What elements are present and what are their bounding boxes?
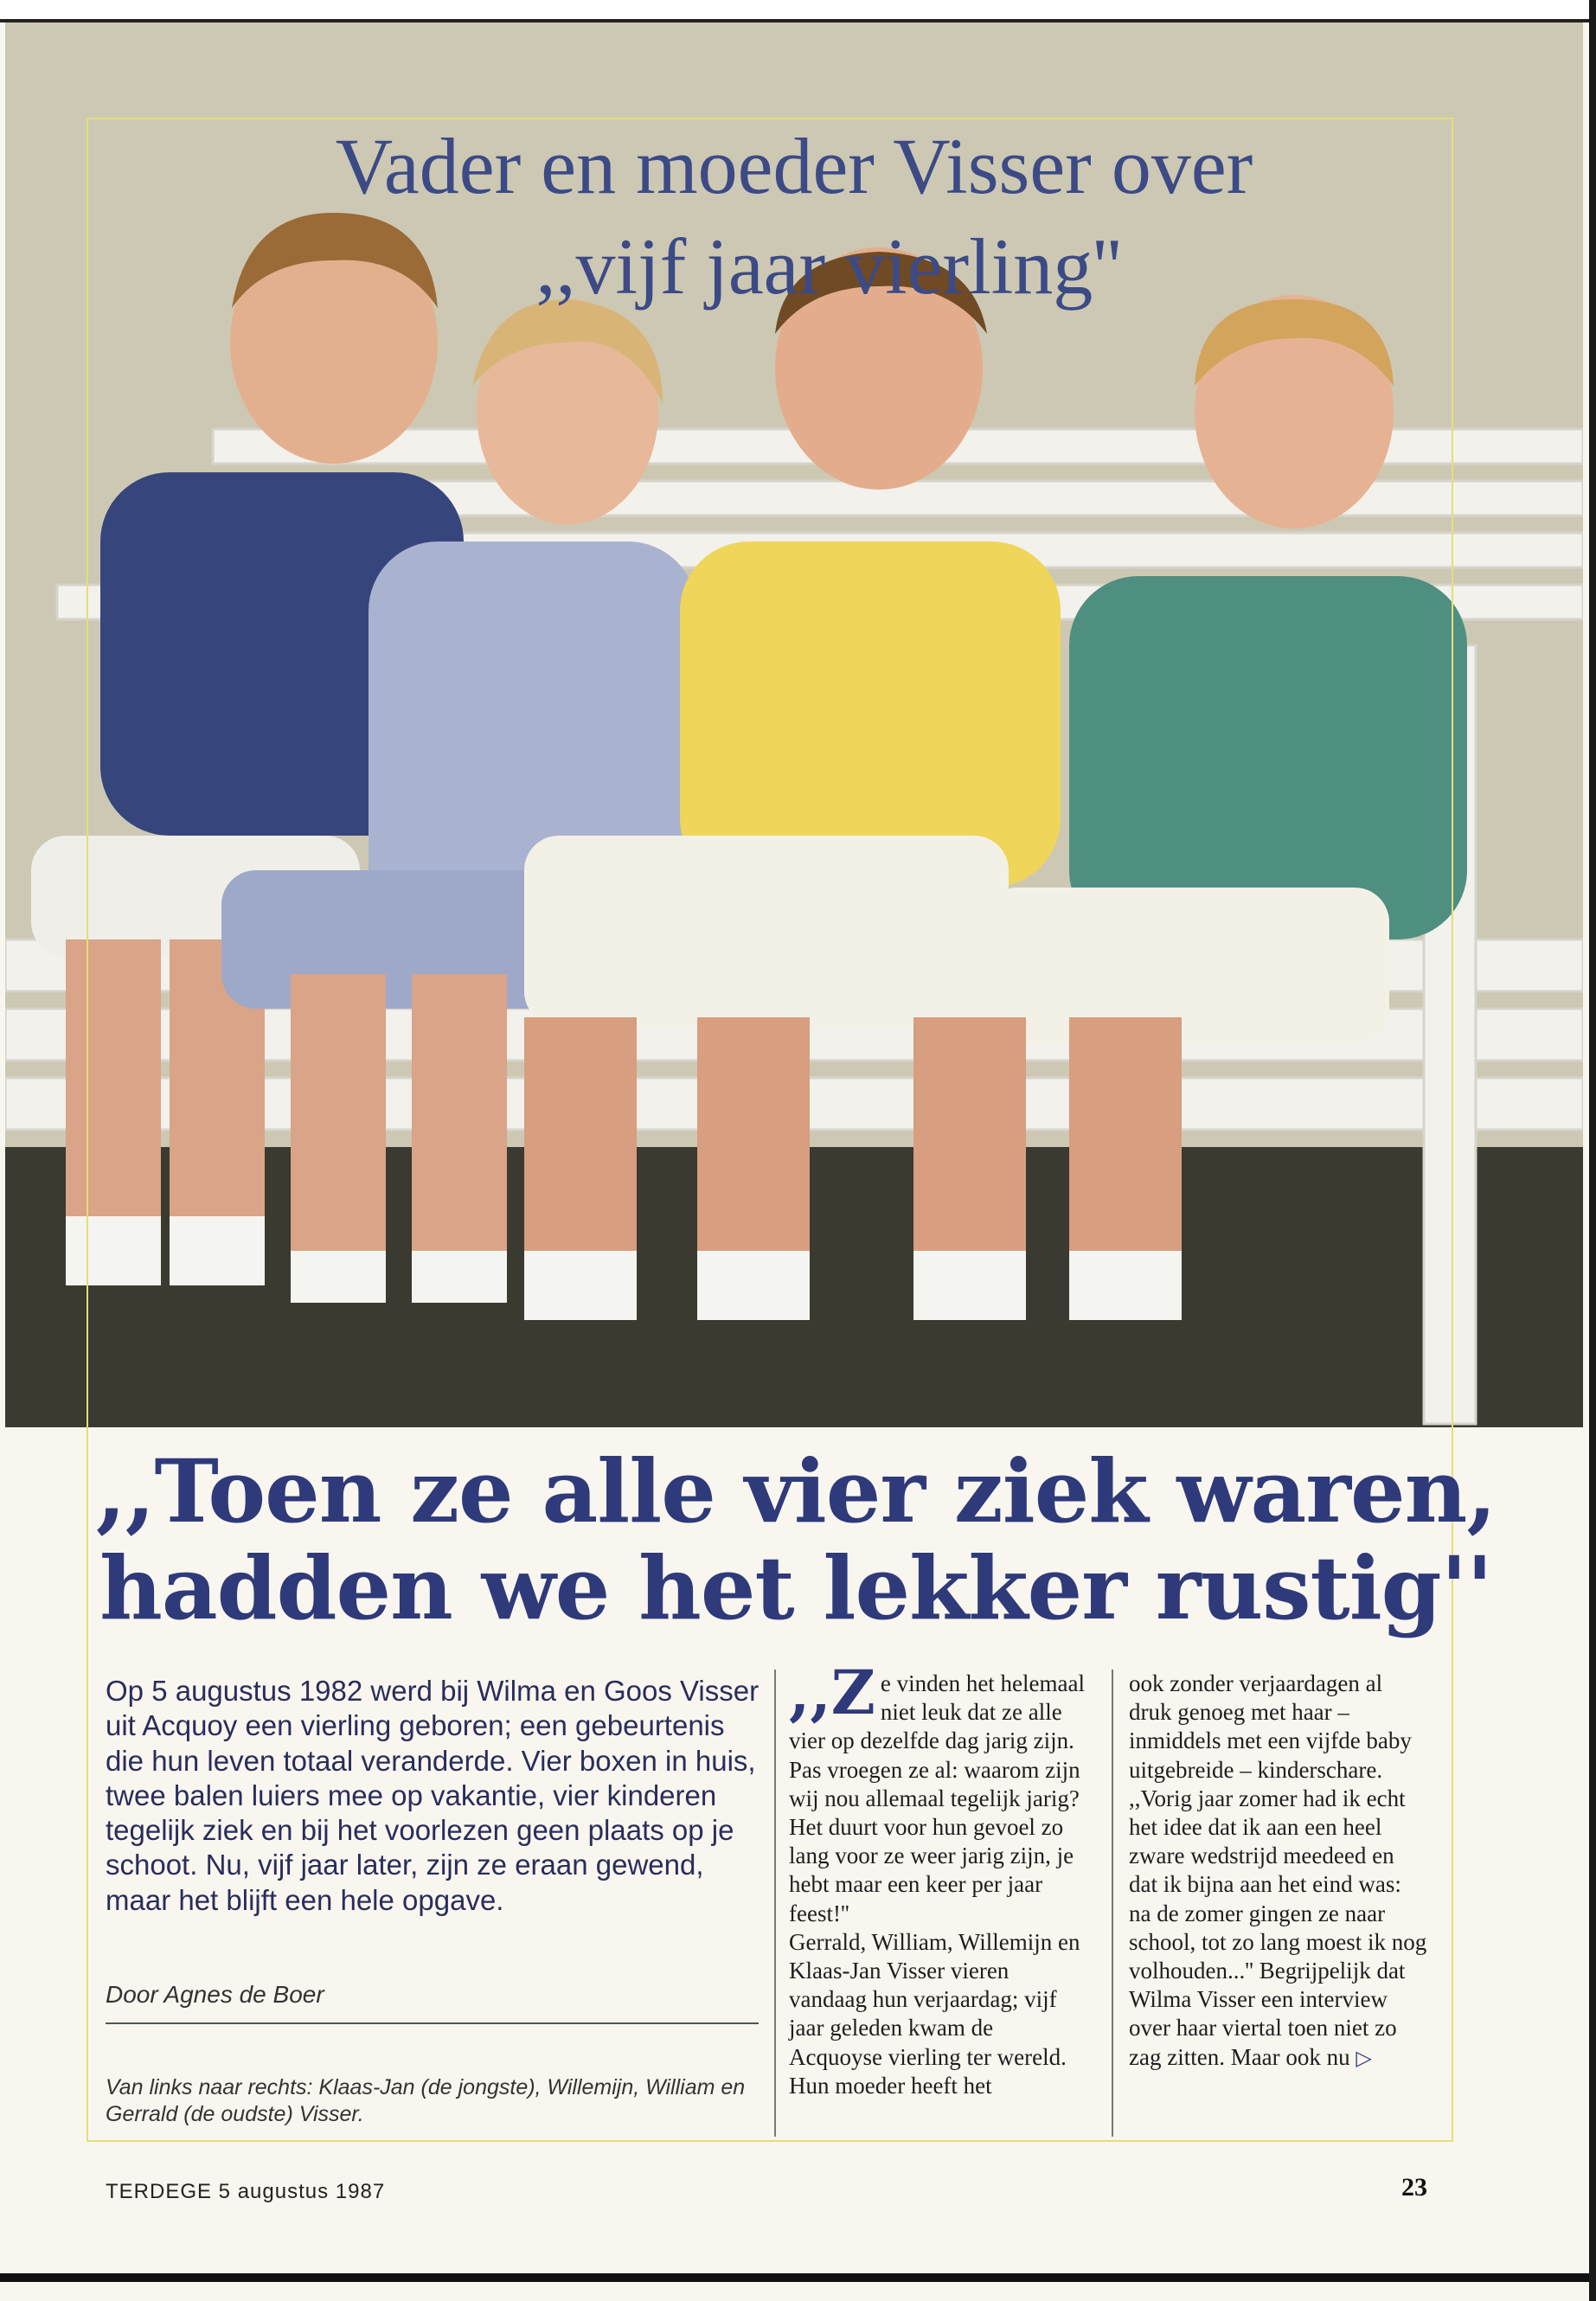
- column-divider: [106, 2022, 759, 2024]
- column2-text-2: Gerrald, William, Willemijn en Klaas-Jan Visser vieren vandaag hun verjaardag; vijf jaar geleden kwam de Acquoyse vierling ter wereld. Hun moeder heeft het: [789, 1928, 1080, 2099]
- article-column-2: [789, 1657, 1087, 2100]
- photo-title-line-1: Vader en moeder Visser over: [335, 122, 1253, 210]
- column-separator-1: [774, 1670, 776, 2137]
- right-edge: [1589, 0, 1596, 2301]
- publication-footer: TERDEGE 5 augustus 1987: [106, 2180, 386, 2203]
- photo-caption: Van links naar rechts: Klaas-Jan (de jongste), Willemijn, William en Gerrald (de oudste) Visser.: [106, 2075, 746, 2127]
- dropcap: ,,Z: [789, 1657, 875, 1728]
- bottom-border: [0, 2273, 1596, 2282]
- intro-paragraph: Op 5 augustus 1982 werd bij Wilma en Goos Visser uit Acquoy een vierling geboren; een gebeurtenis die hun leven totaal veranderde. Vier boxen in huis, twee balen luiers mee op vakantie, vier kinderen tegelijk ziek en bij het voorlezen geen plaats op je schoot. Nu, vijf jaar later, zijn ze eraan gewend, maar het blijft een hele opgave.: [106, 1675, 760, 1916]
- page-number: 23: [1401, 2173, 1427, 2202]
- column-separator-2: [1112, 1670, 1113, 2137]
- column2-text-1: e vinden het helemaal niet leuk dat ze alle vier op dezelfde dag jarig zijn. Pas vroegen ze al: waarom zijn wij nou allemaal tegelijk jarig? Het duurt voor hun gevoel zo lang voor ze weer jarig zijn, je hebt maar een keer per jaar feest!'': [789, 1670, 1085, 1926]
- cover-photo: [5, 22, 1583, 1427]
- headline-line-1: ,,Toen ze alle vier ziek waren,: [95, 1440, 1497, 1542]
- arrow-right-icon: ▷: [1356, 2047, 1372, 2070]
- headline-line-2: hadden we het lekker rustig'': [99, 1537, 1492, 1639]
- top-border: [0, 0, 1596, 22]
- column3-text-1: ook zonder verjaardagen al druk genoeg met haar – inmiddels met een vijfde baby uitgebreide – kinderschare.: [1129, 1670, 1412, 1783]
- column3-text-2: ,,Vorig jaar zomer had ik echt het idee dat ik aan een heel zware wedstrijd meedeed en dat ik bijna aan het eind was: na de zomer gingen ze naar school, tot zo lang moest ik nog volhouden...'' Begrijpelijk dat Wilma Visser een interview over haar viertal toen niet zo zag zitten. Maar ook nu: [1129, 1785, 1427, 2070]
- photo-title-line-2: ,,vijf jaar vierling'': [535, 222, 1122, 311]
- byline: Door Agnes de Boer: [106, 1981, 324, 2008]
- article-column-3: [1129, 1670, 1427, 2072]
- headline: [95, 1440, 1497, 1639]
